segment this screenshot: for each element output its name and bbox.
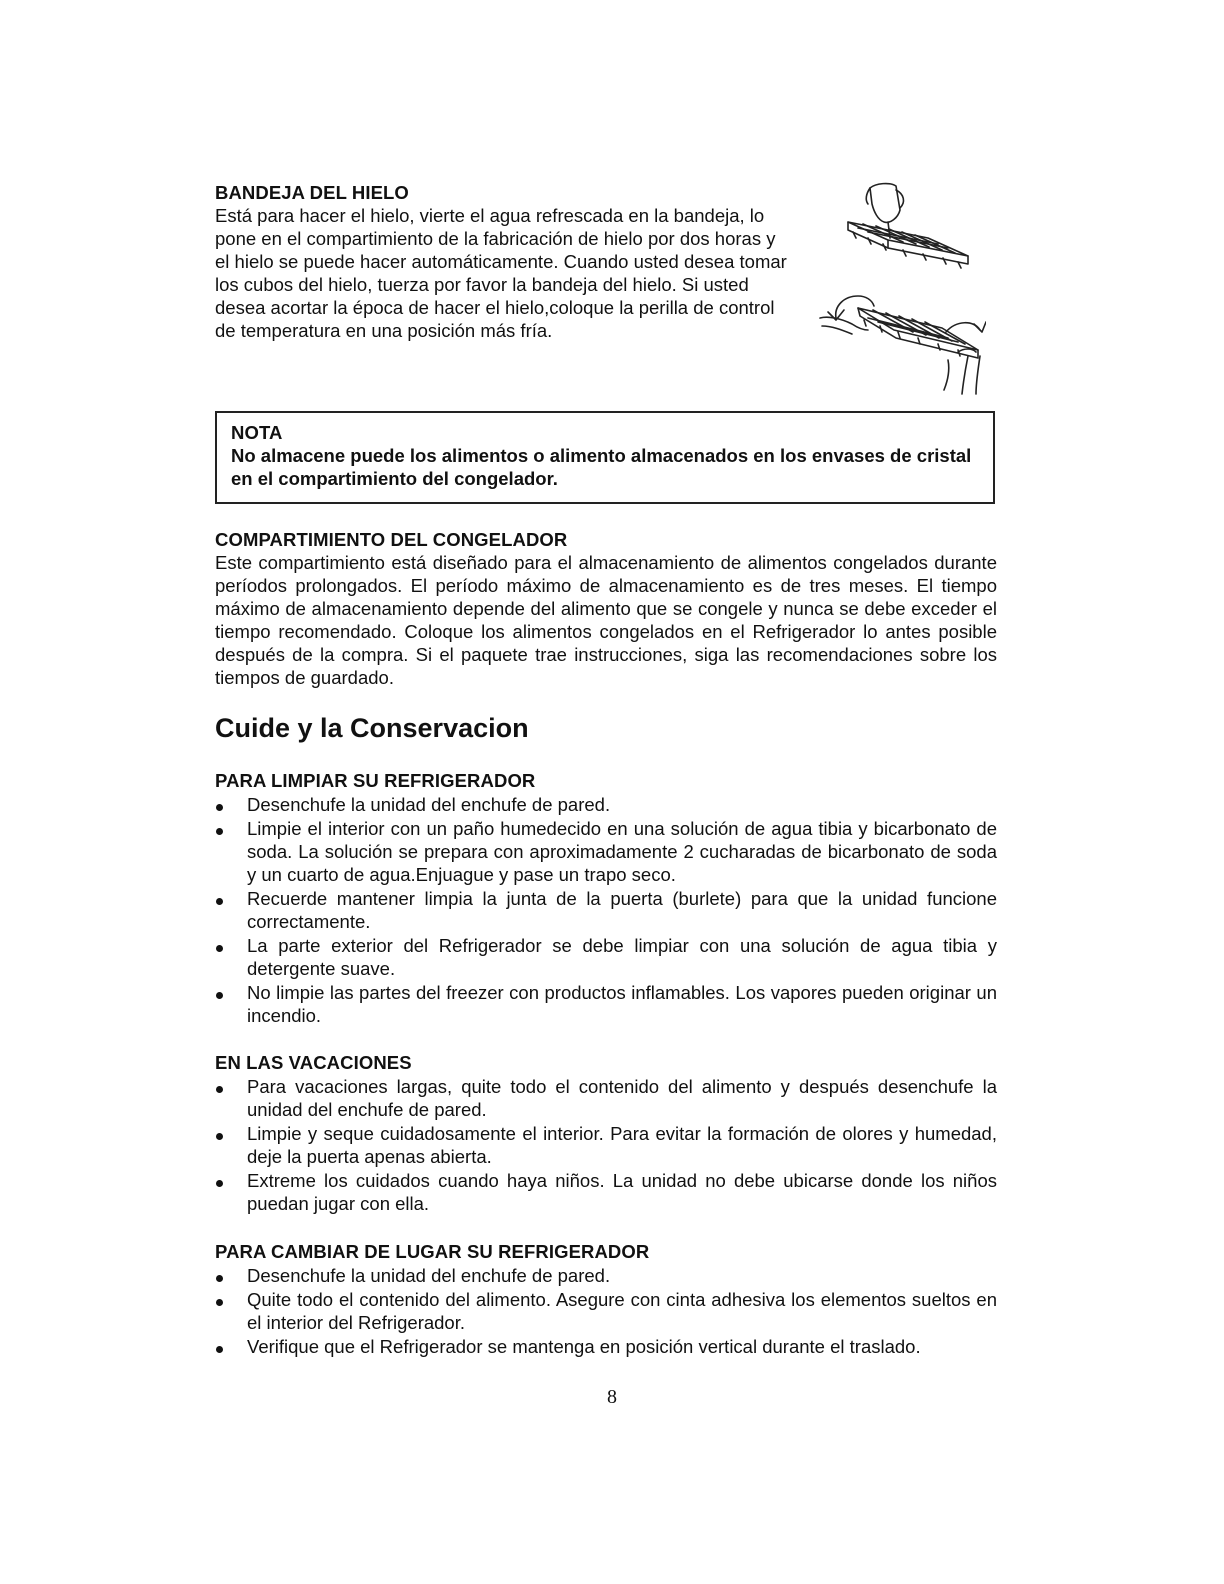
- list-item-text: Verifique que el Refrigerador se mantenga en posición vertical durante el traslado.: [247, 1336, 921, 1357]
- bullet-icon: [216, 1180, 223, 1187]
- list-item: [215, 1122, 997, 1168]
- list-item: [215, 1288, 997, 1334]
- list-item-text: La parte exterior del Refrigerador se debe limpiar con una solución de agua tibia y detergente suave.: [247, 935, 997, 979]
- list-item-text: Desenchufe la unidad del enchufe de pared.: [247, 794, 611, 815]
- ice-tray-top-icon: [848, 222, 968, 268]
- bullet-icon: [216, 1275, 223, 1282]
- cleaning-section: [215, 769, 997, 1027]
- vacation-list: [215, 1075, 997, 1215]
- note-title: NOTA: [231, 422, 283, 443]
- bullet-icon: [216, 1299, 223, 1306]
- bullet-icon: [216, 898, 223, 905]
- bullet-icon: [216, 992, 223, 999]
- bullet-icon: [216, 1133, 223, 1140]
- list-item-text: Limpie y seque cuidadosamente el interior. Para evitar la formación de olores y humedad, deje la puerta apenas abierta.: [247, 1123, 997, 1167]
- ice-tray-twist-icon: [820, 296, 986, 394]
- page-number: 8: [607, 1386, 617, 1408]
- ice-tray-heading: BANDEJA DEL HIELO: [215, 182, 409, 203]
- vacation-heading: EN LAS VACACIONES: [215, 1052, 412, 1073]
- freezer-section: [215, 528, 997, 689]
- list-item-text: Para vacaciones largas, quite todo el contenido del alimento y después desenchufe la unidad del enchufe de pared.: [247, 1076, 997, 1120]
- list-item-text: Quite todo el contenido del alimento. Asegure con cinta adhesiva los elementos sueltos en el interior del Refrigerador.: [247, 1289, 997, 1333]
- ice-tray-illustration: [818, 180, 986, 395]
- list-item: [215, 1335, 997, 1358]
- list-item: [215, 817, 997, 886]
- moving-heading: PARA CAMBIAR DE LUGAR SU REFRIGERADOR: [215, 1241, 650, 1262]
- freezer-body: Este compartimiento está diseñado para el almacenamiento de alimentos congelados durante períodos prolongados. El período máximo de almacenamiento es de tres meses. El tiempo máximo de almacenamiento depende del alimento que se congele y nunca se debe exceder el tiempo recomendado. Coloque los alimentos congelados en el Refrigerador lo antes posible después de la compra. Si el paquete trae instrucciones, siga las recomendaciones sobre los tiempos de guardado.: [215, 552, 997, 688]
- note-box: [215, 411, 995, 504]
- bullet-icon: [216, 828, 223, 835]
- cleaning-list: [215, 793, 997, 1027]
- bullet-icon: [216, 1086, 223, 1093]
- list-item: [215, 793, 997, 816]
- list-item-text: No limpie las partes del freezer con productos inflamables. Los vapores pueden originar un incendio.: [247, 982, 997, 1026]
- list-item-text: Desenchufe la unidad del enchufe de pared.: [247, 1265, 611, 1286]
- freezer-heading: COMPARTIMIENTO DEL CONGELADOR: [215, 529, 568, 550]
- list-item: [215, 1169, 997, 1215]
- vacation-section: [215, 1051, 997, 1215]
- list-item: [215, 887, 997, 933]
- list-item: [215, 1264, 997, 1287]
- bullet-icon: [216, 945, 223, 952]
- ice-tray-body: Está para hacer el hielo, vierte el agua refrescada en la bandeja, lo pone en el compartimiento de la fabricación de hielo por dos horas y el hielo se puede hacer automáticamente. Cuando usted desea tomar los cubos del hielo, tuerza por favor la bandeja del hielo. Si usted desea acortar la época de hacer el hielo,coloque la perilla de control de temperatura en una posición más fría.: [215, 205, 787, 341]
- care-heading: Cuide y la Conservacion: [215, 713, 529, 743]
- list-item: [215, 981, 997, 1027]
- moving-list: [215, 1264, 997, 1358]
- list-item-text: Limpie el interior con un paño humedecido en una solución de agua tibia y bicarbonato de soda. La solución se prepara con aproximadamente 2 cucharadas de bicarbonato de soda y un cuarto de agua.Enjuague y pase un trapo seco.: [247, 818, 997, 885]
- list-item: [215, 934, 997, 980]
- ice-tray-section: [215, 181, 790, 342]
- bullet-icon: [216, 1346, 223, 1353]
- note-body: No almacene puede los alimentos o alimento almacenados en los envases de cristal en el compartimiento del congelador.: [231, 445, 972, 489]
- list-item-text: Recuerde mantener limpia la junta de la puerta (burlete) para que la unidad funcione correctamente.: [247, 888, 997, 932]
- bullet-icon: [216, 804, 223, 811]
- moving-section: [215, 1240, 997, 1358]
- list-item-text: Extreme los cuidados cuando haya niños. La unidad no debe ubicarse donde los niños puedan jugar con ella.: [247, 1170, 997, 1214]
- list-item: [215, 1075, 997, 1121]
- cleaning-heading: PARA LIMPIAR SU REFRIGERADOR: [215, 770, 536, 791]
